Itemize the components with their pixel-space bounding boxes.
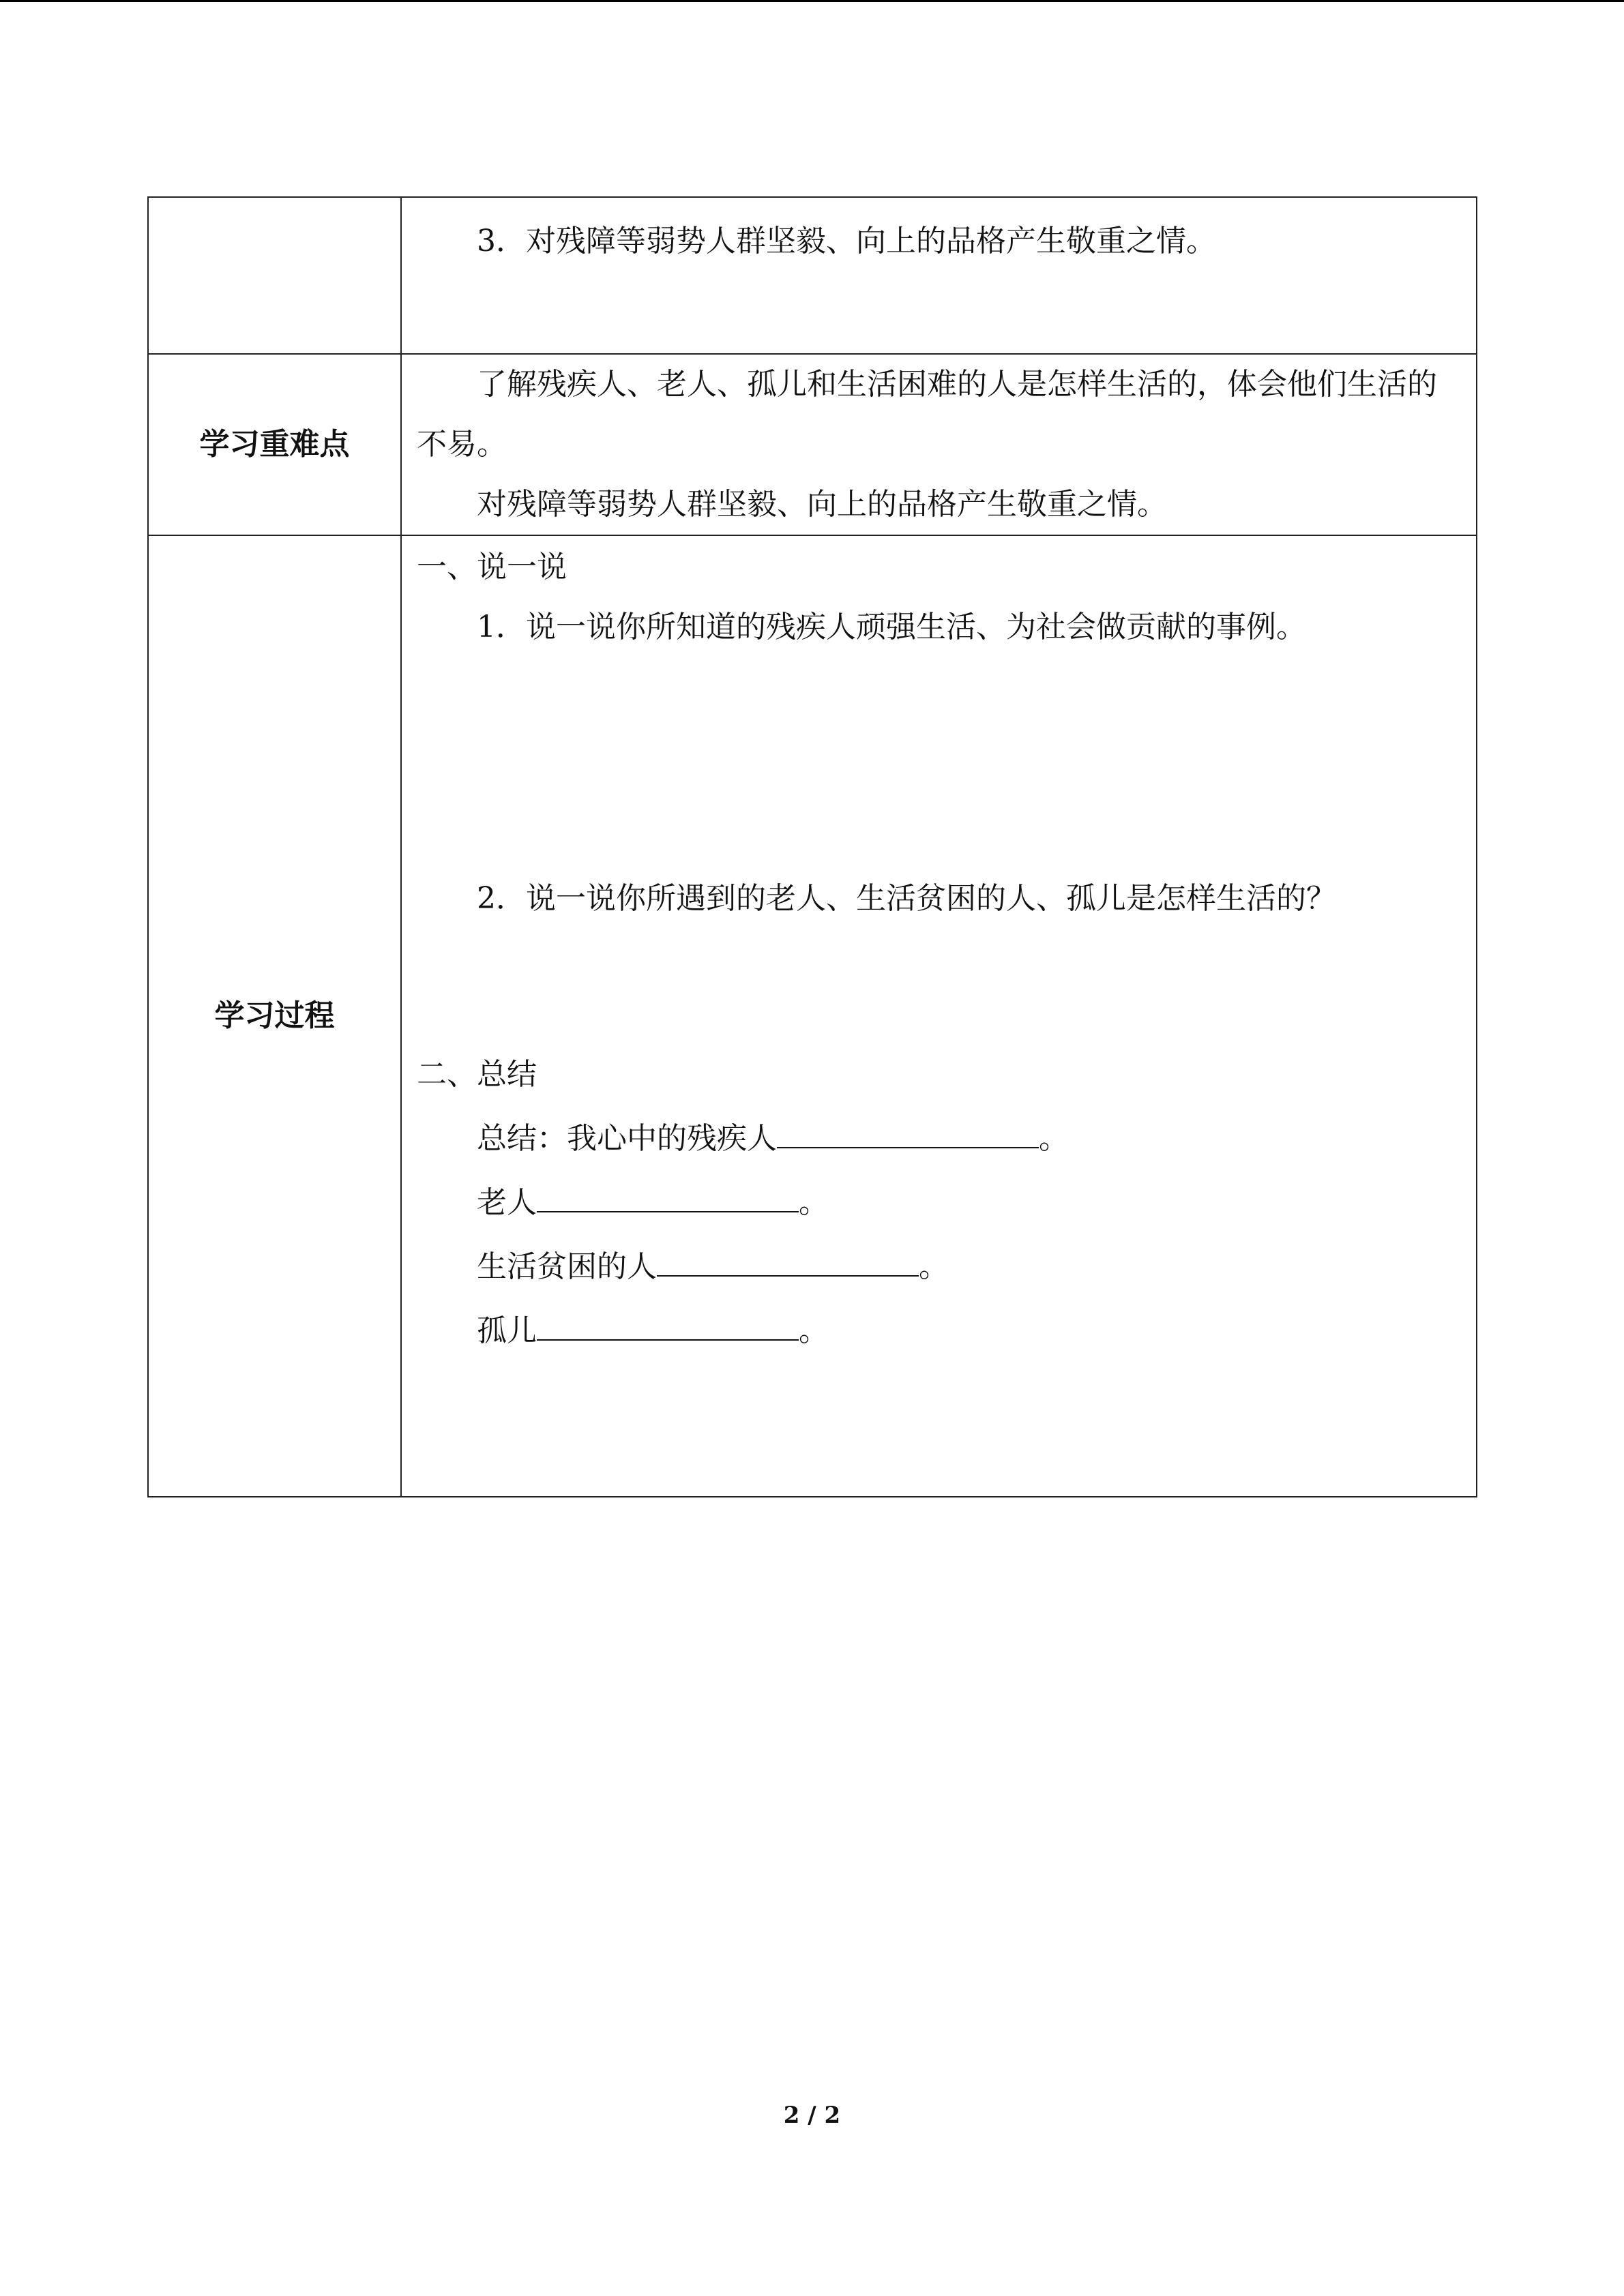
summary-orphan-line: [417, 1297, 1462, 1361]
table-row-key-points: [148, 354, 1477, 535]
learning-process-content: [401, 535, 1477, 1497]
answer-space-2[interactable]: [417, 929, 1462, 1045]
key-points-label: 学习重难点: [148, 354, 401, 535]
section-2-title: 二、总结: [417, 1057, 537, 1092]
key-points-content: [401, 354, 1477, 535]
objective-3-text: 3．对残障等弱势人群坚毅、向上的品格产生敬重之情。: [477, 224, 1216, 258]
page-number: 2 / 2: [783, 2102, 841, 2129]
summary-elderly-blank[interactable]: [537, 1169, 799, 1212]
top-border-line: [0, 0, 1624, 2]
question-2: 2．说一说你所遇到的老人、生活贫困的人、孤儿是怎样生活的？: [477, 881, 1336, 916]
summary-orphan-period: 。: [799, 1313, 829, 1348]
learning-process-label: 学习过程: [148, 535, 401, 1497]
summary-poor-blank[interactable]: [657, 1233, 919, 1277]
summary-disabled-blank[interactable]: [777, 1105, 1039, 1148]
lesson-plan-table: [147, 196, 1477, 1497]
section-1-title: 一、说一说: [417, 550, 567, 584]
summary-orphan-label: 孤儿: [477, 1313, 537, 1348]
summary-disabled-label: 总结：我心中的残疾人: [477, 1121, 777, 1156]
summary-elderly-label: 老人: [477, 1185, 537, 1220]
summary-poor-period: 。: [919, 1249, 949, 1284]
key-points-para-2: 对残障等弱势人群坚毅、向上的品格产生敬重之情。: [477, 487, 1167, 522]
summary-orphan-blank[interactable]: [537, 1297, 799, 1341]
summary-disabled-period: 。: [1039, 1121, 1069, 1156]
answer-space-1[interactable]: [417, 657, 1462, 869]
table-row-learning-process: [148, 535, 1477, 1497]
summary-poor-label: 生活贫困的人: [477, 1249, 657, 1284]
row1-content: [401, 197, 1477, 354]
summary-poor-line: [417, 1233, 1462, 1297]
question-1: 1．说一说你所知道的残疾人顽强生活、为社会做贡献的事例。: [477, 610, 1306, 644]
key-points-para-1: 了解残疾人、老人、孤儿和生活困难的人是怎样生活的，体会他们生活的不易。: [417, 367, 1437, 462]
summary-elderly-period: 。: [799, 1185, 829, 1220]
summary-disabled-line: [417, 1105, 1462, 1169]
row1-label: [148, 197, 401, 354]
summary-elderly-line: [417, 1169, 1462, 1233]
table-row-objective-3: [148, 197, 1477, 354]
